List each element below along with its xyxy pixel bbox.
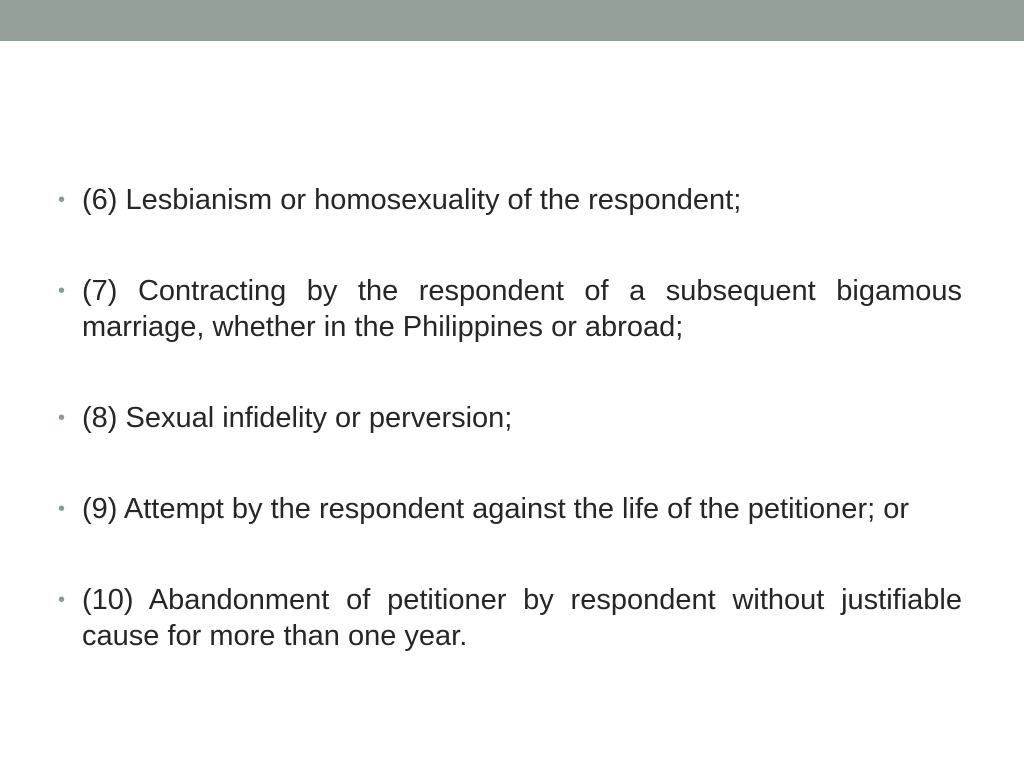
list-item-text: (8) Sexual infidelity or perversion; [82, 402, 513, 434]
bullet-icon: • [58, 280, 66, 302]
list-item-text: (10) Abandonment of petitioner by respondent without justifiable cause for more than one year. [82, 584, 962, 652]
list-item-text: (6) Lesbianism or homosexuality of the respondent; [82, 184, 742, 216]
bullet-icon: • [58, 589, 66, 611]
list-item [58, 400, 962, 436]
list-item [58, 491, 962, 527]
list-item-text: (7) Contracting by the respondent of a subsequent bigamous marriage, whether in the Philippines or abroad; [82, 275, 962, 343]
list-item [58, 582, 962, 654]
list-item [58, 182, 962, 218]
list-item-text: (9) Attempt by the respondent against the life of the petitioner; or [82, 493, 909, 525]
list-item [58, 273, 962, 345]
bullet-list [58, 182, 962, 709]
bullet-icon: • [58, 498, 66, 520]
top-accent-bar [0, 0, 1024, 41]
bullet-icon: • [58, 407, 66, 429]
bullet-icon: • [58, 189, 66, 211]
